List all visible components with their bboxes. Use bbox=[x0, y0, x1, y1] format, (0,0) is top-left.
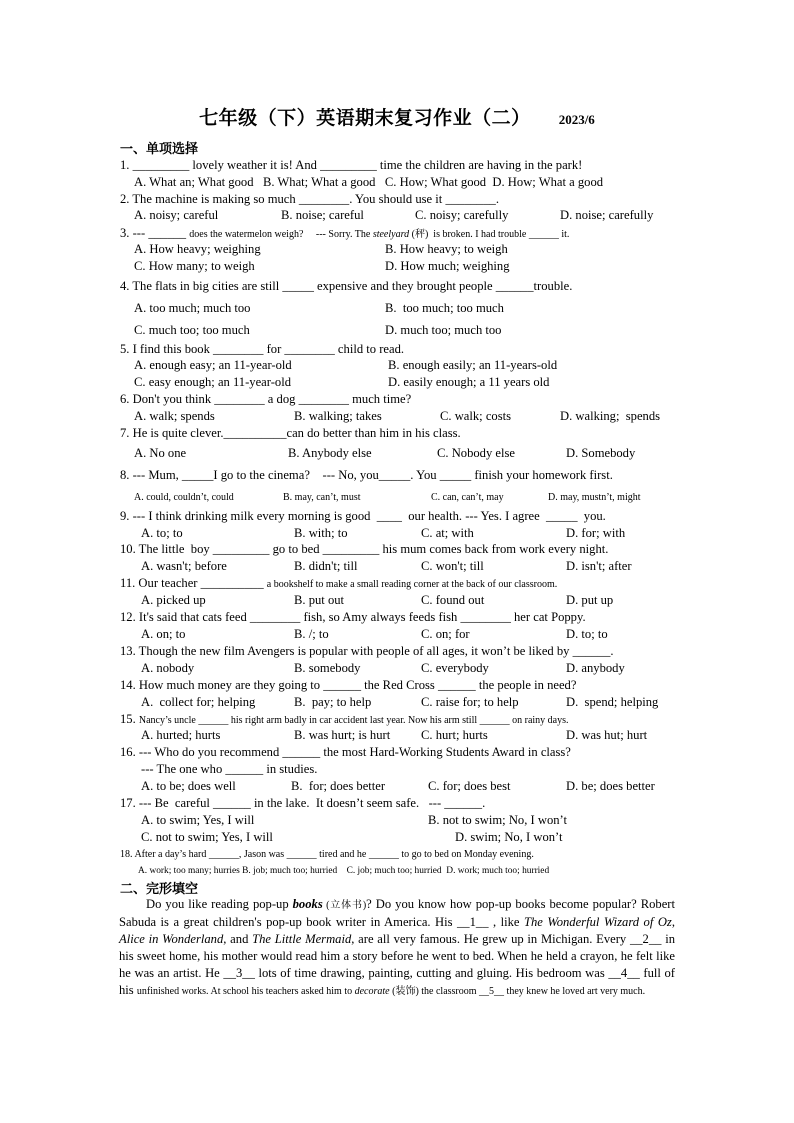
question-10: 10. The little boy _________ go to bed _________ his mum comes back from work every night. bbox=[120, 542, 609, 556]
question-4-option-b: B. too much; too much bbox=[385, 301, 504, 315]
cloze-passage bbox=[119, 896, 675, 1000]
question-14-option-b: B. pay; to help bbox=[294, 695, 372, 709]
question-6-option-b: B. walking; takes bbox=[294, 409, 382, 423]
question-12-option-c: C. on; for bbox=[421, 627, 470, 641]
question-13-option-a: A. nobody bbox=[141, 661, 195, 675]
page-title bbox=[0, 103, 794, 130]
question-3-option-a: A. How heavy; weighing bbox=[134, 242, 261, 256]
question-14-option-d: D. spend; helping bbox=[566, 695, 659, 709]
question-7-option-b: B. Anybody else bbox=[288, 446, 372, 460]
question-7: 7. He is quite clever.__________can do better than him in his class. bbox=[120, 426, 461, 440]
question-17-option-c: C. not to swim; Yes, I will bbox=[141, 830, 273, 844]
question-16-option-d: D. be; does better bbox=[566, 779, 655, 793]
question-15-option-d: D. was hut; hurt bbox=[566, 728, 648, 742]
passage-text-4: unfinished works. At school his teachers asked him to bbox=[136, 986, 355, 997]
passage-title-mermaid: The Little Mermaid bbox=[252, 932, 352, 946]
question-2-option-d: D. noise; carefully bbox=[560, 208, 654, 222]
question-5-option-d: D. easily enough; a 11 years old bbox=[388, 375, 550, 389]
question-1: 1. _________ lovely weather it is! And _________ time the children are having in the park! bbox=[120, 158, 583, 172]
question-5-option-c: C. easy enough; an 11-year-old bbox=[134, 375, 292, 389]
question-8-option-b: B. may, can’t, must bbox=[283, 492, 361, 503]
passage-word-decorate: decorate bbox=[354, 986, 390, 997]
question-3-option-c: C. How many; to weigh bbox=[134, 259, 255, 273]
q3-part-1: 3. --- ______ bbox=[120, 226, 190, 240]
question-5: 5. I find this book ________ for ________ child to read. bbox=[120, 342, 405, 356]
question-2-option-a: A. noisy; careful bbox=[134, 208, 219, 222]
title-text: 七年级（下）英语期末复习作业（二） bbox=[199, 107, 531, 129]
question-15-option-b: B. was hurt; is hurt bbox=[294, 728, 391, 742]
question-14: 14. How much money are they going to ______ the Red Cross ______ the people in need? bbox=[120, 678, 577, 692]
question-11-option-b: B. put out bbox=[294, 593, 345, 607]
question-13-option-d: D. anybody bbox=[566, 661, 625, 675]
section-heading-single-choice: 一、单项选择 bbox=[120, 142, 199, 157]
question-16-option-b: B. for; does better bbox=[291, 779, 386, 793]
passage-word-books: books bbox=[292, 897, 323, 911]
question-9: 9. --- I think drinking milk every morning is good ____ our health. --- Yes. I agree _____ you. bbox=[120, 509, 606, 523]
question-4-option-c: C. much too; too much bbox=[134, 323, 250, 337]
question-16: 16. --- Who do you recommend ______ the most Hard-Working Students Award in class? bbox=[120, 745, 571, 759]
question-9-option-c: C. at; with bbox=[421, 526, 474, 540]
question-8-option-d: D. may, mustn’t, might bbox=[548, 492, 641, 503]
passage-text-2: ? Do you know how pop-up books become popular? Robert Sabuda is a great children's pop-up book writer in America. His __1__ , like bbox=[119, 897, 675, 929]
q3-part-2: does the watermelon weigh? --- Sorry. The bbox=[189, 229, 373, 240]
question-4-option-d: D. much too; much too bbox=[385, 323, 502, 337]
question-10-option-c: C. won't; till bbox=[421, 559, 484, 573]
question-3-option-d: D. How much; weighing bbox=[385, 259, 510, 273]
question-10-option-a: A. wasn't; before bbox=[141, 559, 227, 573]
question-2-option-c: C. noisy; carefully bbox=[415, 208, 509, 222]
question-15-option-a: A. hurted; hurts bbox=[141, 728, 221, 742]
question-9-option-b: B. with; to bbox=[294, 526, 348, 540]
question-4: 4. The flats in big cities are still _____ expensive and they brought people ______trouble. bbox=[120, 279, 573, 293]
question-8: 8. --- Mum, _____I go to the cinema? --- No, you_____. You _____ finish your homework first. bbox=[120, 468, 613, 482]
question-10-option-b: B. didn't; till bbox=[294, 559, 358, 573]
question-13-option-c: C. everybody bbox=[421, 661, 489, 675]
question-14-option-a: A. collect for; helping bbox=[141, 695, 256, 709]
question-8-option-c: C. can, can’t, may bbox=[431, 492, 504, 503]
question-18-options: A. work; too many; hurries B. job; much too; hurried C. job; much too; hurried D. work; much too; hurried bbox=[138, 866, 550, 876]
passage-title-alice: Alice in Wonderland bbox=[119, 932, 224, 946]
question-6-option-d: D. walking; spends bbox=[560, 409, 661, 423]
question-7-option-d: D. Somebody bbox=[566, 446, 636, 460]
question-5-option-a: A. enough easy; an 11-year-old bbox=[134, 358, 292, 372]
question-17-option-a: A. to swim; Yes, I will bbox=[141, 813, 255, 827]
question-11-option-d: D. put up bbox=[566, 593, 614, 607]
q15-part-2: Nancy’s uncle ______ his right arm badly in car accident last year. Now his arm still ______ on rainy days. bbox=[138, 715, 569, 726]
passage-text-5: the classroom __5__ they knew he loved art very much. bbox=[418, 986, 646, 997]
question-15-option-c: C. hurt; hurts bbox=[421, 728, 488, 742]
question-11 bbox=[120, 575, 557, 593]
question-13-option-b: B. somebody bbox=[294, 661, 361, 675]
passage-note-2: (装饰) bbox=[389, 986, 419, 997]
question-7-option-c: C. Nobody else bbox=[437, 446, 516, 460]
passage-text-1: Do you like reading pop-up bbox=[146, 897, 293, 911]
question-13: 13. Though the new film Avengers is popular with people of all ages, it won’t be liked by ______. bbox=[120, 644, 614, 658]
question-12-option-a: A. on; to bbox=[141, 627, 186, 641]
passage-and: , and bbox=[223, 932, 253, 946]
question-11-option-c: C. found out bbox=[421, 593, 485, 607]
question-5-option-b: B. enough easily; an 11-years-old bbox=[388, 358, 558, 372]
passage-text-3: , are all very famous. He grew up in Michigan. Every __2__ in his sweet home, his mother would read him a story before he went to bed. When he held a crayon, he felt like he was an artist. He __3__ lots of time drawing, painting, cutting and gluing. His bedroom was __4__ full of his bbox=[119, 932, 675, 997]
question-14-option-c: C. raise for; to help bbox=[421, 695, 519, 709]
question-16-option-a: A. to be; does well bbox=[141, 779, 236, 793]
passage-title-oz: The Wonderful Wizard of Oz bbox=[523, 915, 672, 929]
question-2: 2. The machine is making so much ________. You should use it ________. bbox=[120, 192, 499, 206]
question-4-option-a: A. too much; much too bbox=[134, 301, 251, 315]
question-7-option-a: A. No one bbox=[134, 446, 187, 460]
q3-part-3: steelyard bbox=[372, 229, 410, 240]
passage-note-1: (立体书) bbox=[322, 900, 367, 911]
q3-part-4: (秤) is broken. I had trouble ______ it. bbox=[409, 229, 570, 240]
question-17: 17. --- Be careful ______ in the lake. It doesn’t seem safe. --- ______. bbox=[120, 796, 486, 810]
question-17-option-b: B. not to swim; No, I won’t bbox=[428, 813, 568, 827]
question-2-option-b: B. noise; careful bbox=[281, 208, 364, 222]
question-18: 18. After a day’s hard ______, Jason was ______ tired and he ______ to go to bed on Monday evening. bbox=[120, 849, 534, 860]
question-12-option-d: D. to; to bbox=[566, 627, 608, 641]
question-9-option-a: A. to; to bbox=[141, 526, 183, 540]
q11-part-1: 11. Our teacher __________ bbox=[120, 576, 267, 590]
question-16-reply: --- The one who ______ in studies. bbox=[141, 762, 318, 776]
question-17-option-d: D. swim; No, I won’t bbox=[455, 830, 563, 844]
question-12-option-b: B. /; to bbox=[294, 627, 329, 641]
section-heading-cloze: 二、完形填空 bbox=[120, 882, 199, 897]
question-10-option-d: D. isn't; after bbox=[566, 559, 632, 573]
passage-comma: , bbox=[671, 915, 675, 929]
question-6-option-a: A. walk; spends bbox=[134, 409, 215, 423]
question-3-option-b: B. How heavy; to weigh bbox=[385, 242, 508, 256]
question-8-option-a: A. could, couldn’t, could bbox=[134, 492, 234, 503]
question-6-option-c: C. walk; costs bbox=[440, 409, 512, 423]
question-9-option-d: D. for; with bbox=[566, 526, 626, 540]
q11-part-2: a bookshelf to make a small reading corner at the back of our classroom. bbox=[266, 579, 558, 590]
question-11-option-a: A. picked up bbox=[141, 593, 206, 607]
question-6: 6. Don't you think ________ a dog ________ much time? bbox=[120, 392, 412, 406]
title-date: 2023/6 bbox=[558, 112, 595, 127]
question-1-options: A. What an; What good B. What; What a good C. How; What good D. How; What a good bbox=[134, 175, 604, 189]
question-12: 12. It's said that cats feed ________ fish, so Amy always feeds fish ________ her cat Poppy. bbox=[120, 610, 586, 624]
q15-part-1: 15. bbox=[120, 712, 139, 726]
question-16-option-c: C. for; does best bbox=[428, 779, 511, 793]
